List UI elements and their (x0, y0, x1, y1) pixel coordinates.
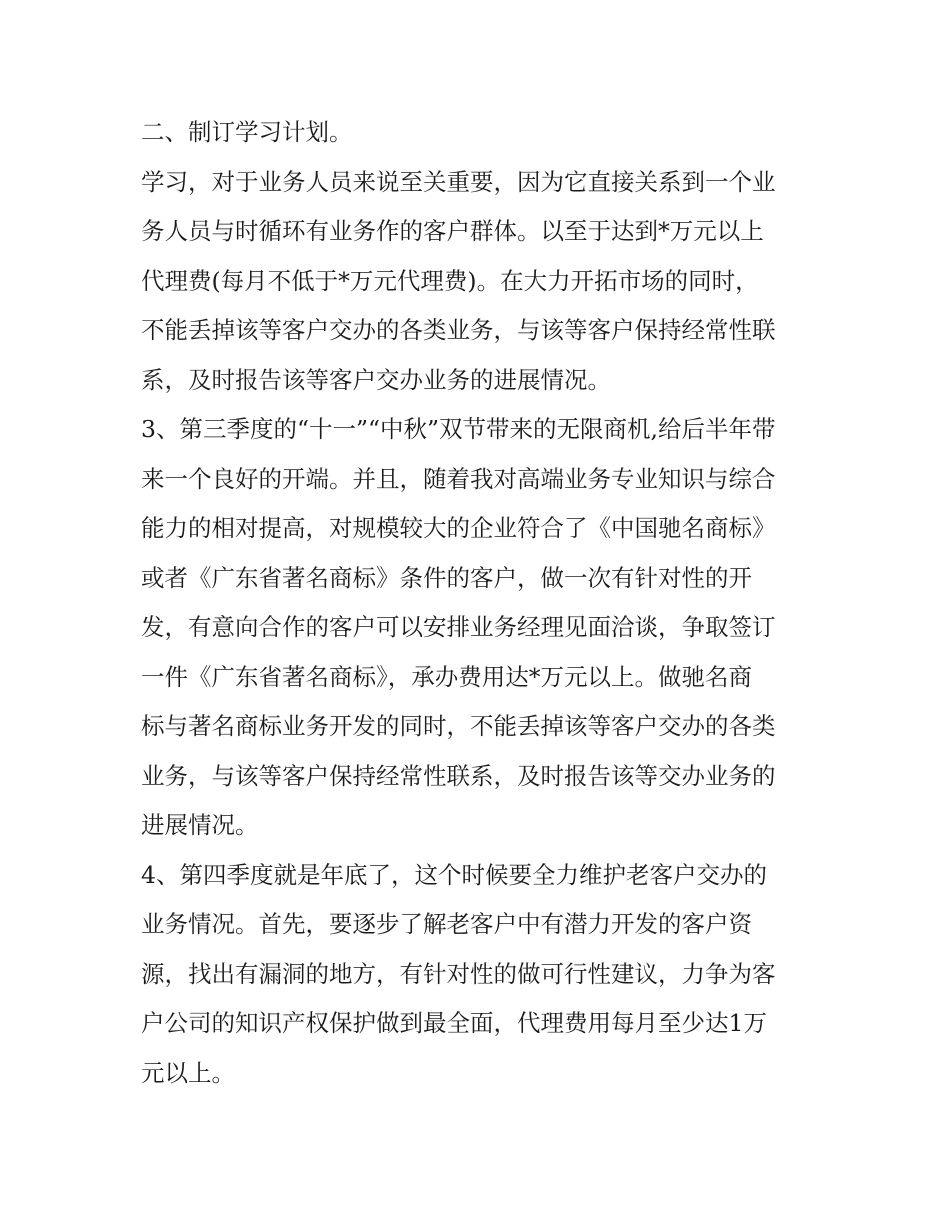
text-line: 3、第三季度的“十一”“中秋”双节带来的无限商机,给后半年带 (141, 415, 776, 443)
text-line: 源，找出有漏洞的地方，有针对性的做可行性建议，力争为客 (141, 959, 776, 988)
text-line: 一件《广东省著名商标》，承办费用达*万元以上。做驰名商 (141, 662, 752, 691)
text-line: 能力的相对提高，对规模较大的企业符合了《中国驰名商标》 (141, 514, 776, 542)
text-line: 4、第四季度就是年底了，这个时候要全力维护老客户交办的 (141, 860, 767, 889)
text-line: 不能丢掉该等客户交办的各类业务，与该等客户保持经常性联 (141, 316, 776, 344)
text-line: 元以上。 (141, 1058, 235, 1087)
text-line-heading: 二、制订学习计划。 (141, 118, 353, 146)
text-line: 学习，对于业务人员来说至关重要，因为它直接关系到一个业 (141, 167, 776, 196)
text-line: 标与著名商标业务开发的同时，不能丢掉该等客户交办的各类 (141, 712, 776, 740)
text-line: 系，及时报告该等客户交办业务的进展情况。 (141, 365, 611, 394)
text-line: 来一个良好的开端。并且，随着我对高端业务专业知识与综合 (141, 464, 776, 493)
document-body (141, 108, 821, 1098)
text-line: 或者《广东省著名商标》条件的客户，做一次有针对性的开 (141, 563, 752, 592)
text-line: 户公司的知识产权保护做到最全面，代理费用每月至少达1万 (141, 1009, 767, 1037)
text-line: 业务，与该等客户保持经常性联系，及时报告该等交办业务的 (141, 761, 776, 790)
text-line: 发，有意向合作的客户可以安排业务经理见面洽谈，争取签订 (141, 613, 776, 641)
text-line: 代理费(每月不低于*万元代理费)。在大力开拓市场的同时， (141, 266, 759, 295)
text-line: 业务情况。首先，要逐步了解老客户中有潜力开发的客户资 (141, 910, 752, 938)
text-line: 进展情况。 (141, 811, 259, 839)
text-line: 务人员与时循环有业务作的客户群体。以至于达到*万元以上 (141, 217, 764, 245)
